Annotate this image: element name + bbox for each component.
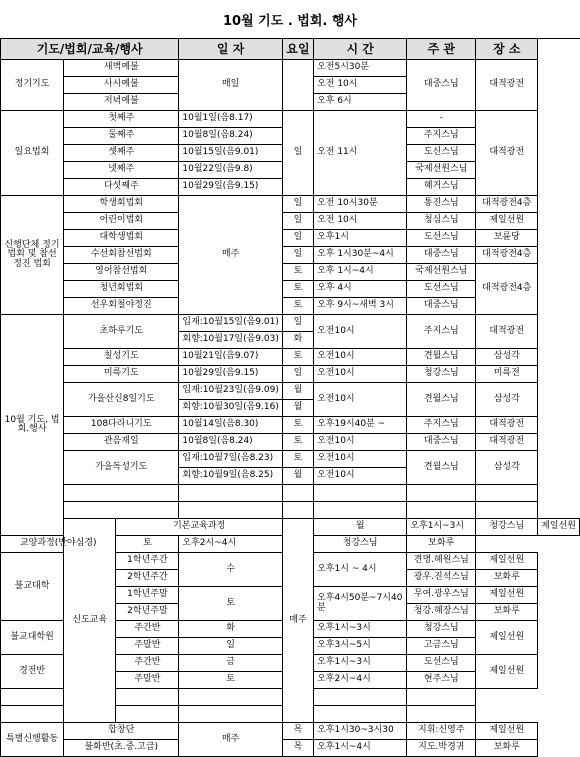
day-cell: 토 bbox=[282, 281, 313, 298]
host-cell: 국제선원스님 bbox=[407, 162, 476, 179]
place-cell: 미륵전 bbox=[476, 366, 538, 383]
date-cell: 회향:10월17일(음9.03) bbox=[179, 332, 282, 349]
item-cell: 수선회참선법회 bbox=[64, 247, 179, 264]
day-cell: 일 bbox=[179, 638, 282, 655]
item-cell: 다섯째주 bbox=[64, 179, 179, 196]
time-cell: 오전 10시 bbox=[314, 213, 407, 230]
item-cell: 1학년주말 bbox=[116, 587, 179, 604]
item-cell: 108다라니기도 bbox=[64, 417, 179, 434]
day-cell: 일 bbox=[282, 247, 313, 264]
host-cell: 현주스님 bbox=[407, 672, 476, 689]
table-row bbox=[1, 247, 580, 264]
table-row bbox=[1, 519, 580, 536]
time-cell: 오후1시~3시 bbox=[314, 621, 407, 638]
place-cell: 제일선원 bbox=[476, 621, 538, 655]
time-cell: 오후4시50분~7시40분 bbox=[314, 587, 407, 621]
table-row bbox=[1, 264, 580, 281]
place-cell: 제일선원 bbox=[476, 655, 538, 689]
day-cell: 토 bbox=[282, 434, 313, 451]
header-category: 기도/법회/교육/행사 bbox=[1, 39, 179, 60]
host-cell: 지도.박경귀 bbox=[407, 740, 476, 757]
day-cell: 토 bbox=[179, 672, 282, 689]
time-cell: 오전10시 bbox=[314, 451, 407, 468]
day-cell: 토 bbox=[179, 587, 282, 621]
host-cell: 도선스님 bbox=[407, 655, 476, 672]
header-place: 장 소 bbox=[476, 39, 538, 60]
day-cell: 목 bbox=[282, 740, 313, 757]
subgroup-label: 불교대학 bbox=[1, 553, 64, 621]
item-cell: 칠성기도 bbox=[64, 349, 179, 366]
day-cell: 토 bbox=[116, 536, 179, 553]
place-cell: 대적광전 bbox=[476, 315, 538, 349]
place-cell: 제일선원 bbox=[476, 213, 538, 230]
table-row bbox=[1, 383, 580, 400]
time-cell: 오후19시40분 ~ bbox=[314, 417, 407, 434]
time-cell: 오전 11시 bbox=[314, 111, 407, 196]
time-cell: 오전10시 bbox=[314, 468, 407, 485]
host-cell: 견월스님 bbox=[407, 383, 476, 417]
item-cell: 주말반 bbox=[116, 672, 179, 689]
date-cell: 10월14일(음8.30) bbox=[179, 417, 282, 434]
place-cell: 대적광전 bbox=[476, 417, 538, 434]
time-cell: 오후 1시30분~4시 bbox=[314, 247, 407, 264]
date-cell: 매주 bbox=[282, 519, 313, 723]
item-cell: 합창단 bbox=[64, 723, 179, 740]
host-cell: 도선스님 bbox=[407, 281, 476, 298]
item-cell: 2학년주말 bbox=[116, 604, 179, 621]
item-cell: 가을산신8일기도 bbox=[64, 383, 179, 417]
item-cell: 미륵기도 bbox=[64, 366, 179, 383]
date-cell: 매일 bbox=[179, 60, 282, 111]
host-cell: 청강스님 bbox=[407, 621, 476, 638]
group-label: 신행단체 정기법회 및 참선정진 법회 bbox=[1, 196, 64, 315]
host-cell: - bbox=[407, 111, 476, 128]
host-cell: 주지스님 bbox=[407, 128, 476, 145]
item-cell: 둘째주 bbox=[64, 128, 179, 145]
place-cell: 대적광전 bbox=[476, 60, 538, 111]
item-cell: 선우회철야정진 bbox=[64, 298, 179, 315]
host-cell: 국제선원스님 bbox=[407, 264, 476, 281]
day-cell: 화 bbox=[282, 332, 313, 349]
host-cell: 무여.광우스님 bbox=[407, 587, 476, 604]
header-time: 시 간 bbox=[314, 39, 407, 60]
item-cell: 주간반 bbox=[116, 621, 179, 638]
place-cell: 삼성각 bbox=[476, 451, 538, 485]
place-cell: 보화루 bbox=[476, 570, 538, 587]
group-label: 신도교육 bbox=[64, 519, 116, 723]
place-cell: 대적광전 bbox=[476, 111, 538, 196]
date-cell: 10월29일(음9.15) bbox=[179, 179, 282, 196]
item-cell: 새벽예불 bbox=[64, 60, 179, 77]
table-row bbox=[1, 502, 580, 519]
day-cell bbox=[282, 60, 313, 111]
day-cell: 금 bbox=[179, 655, 282, 672]
item-cell: 어린이법회 bbox=[64, 213, 179, 230]
date-cell: 10월8일(음8.24) bbox=[179, 128, 282, 145]
host-cell: 견월스님 bbox=[407, 349, 476, 366]
host-cell: 견명.혜원스님 bbox=[407, 553, 476, 570]
item-cell: 주간반 bbox=[116, 655, 179, 672]
day-cell: 토 bbox=[282, 417, 313, 434]
host-cell: 광우.진석스님 bbox=[407, 570, 476, 587]
day-cell: 일 bbox=[282, 196, 313, 213]
day-cell: 수 bbox=[179, 553, 282, 587]
day-cell: 일 bbox=[282, 230, 313, 247]
sheet-title: 10월 기도 . 법회. 행사 bbox=[0, 0, 580, 39]
table-row bbox=[1, 111, 580, 128]
item-cell: 영어참선법회 bbox=[64, 264, 179, 281]
header-row bbox=[1, 39, 580, 60]
day-cell: 화 bbox=[179, 621, 282, 638]
time-cell: 오후1시 ~ 4시 bbox=[314, 553, 407, 587]
place-cell: 대적광전4층 bbox=[476, 247, 538, 264]
time-cell: 오후2시~4시 bbox=[179, 536, 282, 553]
date-cell: 10월29일(음9.15) bbox=[179, 366, 282, 383]
day-cell: 일 bbox=[282, 315, 313, 332]
date-cell: 회향:10월9일(음8.25) bbox=[179, 468, 282, 485]
item-cell: 불화반(초.중.고급) bbox=[64, 740, 179, 757]
place-cell: 제일선원 bbox=[476, 553, 538, 570]
subgroup-label: 경전반 bbox=[1, 655, 64, 689]
table-row bbox=[1, 434, 580, 451]
time-cell: 오후 6시 bbox=[314, 94, 407, 111]
date-cell: 10월22일(음9.8) bbox=[179, 162, 282, 179]
item-cell: 대학생법회 bbox=[64, 230, 179, 247]
group-label: 10월 기도, 법회.행사 bbox=[1, 315, 64, 536]
time-cell: 오후1시~3시 bbox=[314, 655, 407, 672]
item-cell: 첫째주 bbox=[64, 111, 179, 128]
date-cell: 10월8일(음8.24) bbox=[179, 434, 282, 451]
item-cell: 청년회법회 bbox=[64, 281, 179, 298]
time-cell: 오전 10시 bbox=[314, 77, 407, 94]
time-cell: 오후3시~5시 bbox=[314, 638, 407, 655]
day-cell: 월 bbox=[314, 519, 407, 536]
time-cell: 오후1시30~3시30 bbox=[314, 723, 407, 740]
host-cell: 청심스님 bbox=[407, 213, 476, 230]
host-cell: 견월스님 bbox=[407, 451, 476, 485]
date-cell: 10월21일(음9.07) bbox=[179, 349, 282, 366]
item-cell: 초하루기도 bbox=[64, 315, 179, 349]
host-cell: 대중스님 bbox=[407, 60, 476, 111]
place-cell: 대적광전 bbox=[476, 434, 538, 451]
place-cell: 보화루 bbox=[476, 740, 538, 757]
header-date: 일 자 bbox=[179, 39, 282, 60]
day-cell: 월 bbox=[282, 400, 313, 417]
time-cell: 오전10시 bbox=[314, 383, 407, 417]
header-day: 요일 bbox=[282, 39, 313, 60]
day-cell: 토 bbox=[282, 349, 313, 366]
host-cell: 고금스님 bbox=[407, 638, 476, 655]
item-cell: 셋째주 bbox=[64, 145, 179, 162]
group-label: 일요법회 bbox=[1, 111, 64, 196]
host-cell: 도신스님 bbox=[407, 145, 476, 162]
time-cell: 오전10시 bbox=[314, 434, 407, 451]
table-row bbox=[1, 315, 580, 332]
item-cell: 학생회법회 bbox=[64, 196, 179, 213]
host-cell: 지휘:신영주 bbox=[407, 723, 476, 740]
place-cell: 보륜당 bbox=[476, 230, 538, 247]
day-cell: 월 bbox=[282, 468, 313, 485]
group-label: 특별신행활동 bbox=[1, 723, 64, 757]
item-cell: 가을독성기도 bbox=[64, 451, 179, 485]
item-cell: 주말반 bbox=[116, 638, 179, 655]
host-cell: 주지스님 bbox=[407, 417, 476, 434]
time-cell: 오후1시~4시 bbox=[314, 740, 407, 757]
time-cell: 오전10시 bbox=[314, 315, 407, 349]
item-cell: 관음재일 bbox=[64, 434, 179, 451]
date-cell: 매주 bbox=[179, 723, 282, 757]
host-cell: 대중스님 bbox=[407, 247, 476, 264]
table-row bbox=[1, 60, 580, 77]
place-cell: 삼성각 bbox=[476, 349, 538, 366]
table-row bbox=[1, 230, 580, 247]
host-cell: 청강스님 bbox=[476, 519, 538, 536]
time-cell: 오후 9시~새벽 3시 bbox=[314, 298, 407, 315]
table-row bbox=[1, 349, 580, 366]
host-cell: 도선스님 bbox=[407, 230, 476, 247]
host-cell: 대중스님 bbox=[407, 434, 476, 451]
host-cell: 청강.혜장스님 bbox=[407, 604, 476, 621]
host-cell: 혜거스님 bbox=[407, 179, 476, 196]
date-cell: 회향:10월30일(음9.16) bbox=[179, 400, 282, 417]
date-cell: 10월1일(음8.17) bbox=[179, 111, 282, 128]
day-cell: 일 bbox=[282, 366, 313, 383]
place-cell: 제일선원 bbox=[538, 519, 580, 536]
subgroup-label: 불교대학원 bbox=[1, 621, 64, 655]
table-row bbox=[1, 196, 580, 213]
item-cell: 2학년주간 bbox=[116, 570, 179, 587]
day-cell: 토 bbox=[282, 264, 313, 281]
time-cell: 오전10시 bbox=[314, 366, 407, 383]
time-cell: 오후 4시 bbox=[314, 281, 407, 298]
date-cell: 입재:10월7일(음8.23) bbox=[179, 451, 282, 468]
host-cell: 청강스님 bbox=[407, 366, 476, 383]
place-cell: 보화루 bbox=[476, 604, 538, 621]
table-row bbox=[1, 417, 580, 434]
time-cell: 오전 10시30분 bbox=[314, 196, 407, 213]
day-cell: 토 bbox=[282, 451, 313, 468]
table-row bbox=[1, 366, 580, 383]
day-cell: 토 bbox=[282, 298, 313, 315]
place-cell: 삼성각 bbox=[476, 383, 538, 417]
schedule-table bbox=[0, 38, 580, 757]
table-row bbox=[1, 485, 580, 502]
place-cell: 제일선원 bbox=[476, 587, 538, 604]
place-cell: 대적광전4층 bbox=[476, 196, 538, 213]
day-cell: 월 bbox=[282, 383, 313, 400]
item-cell: 넷째주 bbox=[64, 162, 179, 179]
item-cell: 저녁예불 bbox=[64, 94, 179, 111]
place-cell: 제일선원 bbox=[476, 723, 538, 740]
host-cell: 주지스님 bbox=[407, 315, 476, 349]
place-cell: 보화루 bbox=[407, 536, 476, 553]
place-cell: 대적광전4층 bbox=[476, 264, 538, 315]
time-cell: 오전10시 bbox=[314, 349, 407, 366]
day-cell: 일 bbox=[282, 213, 313, 230]
day-cell: 목 bbox=[282, 723, 313, 740]
item-cell: 1학년주간 bbox=[116, 553, 179, 570]
time-cell: 오후2시~4시 bbox=[314, 672, 407, 689]
table-row bbox=[1, 451, 580, 468]
table-row bbox=[1, 740, 580, 757]
date-cell: 입재:10월15일(음9.01) bbox=[179, 315, 282, 332]
time-cell: 오전5시30분 bbox=[314, 60, 407, 77]
time-cell: 오후1시~3시 bbox=[407, 519, 476, 536]
host-cell: 청강스님 bbox=[314, 536, 407, 553]
item-cell: 교양과정(반야심경) bbox=[1, 536, 116, 553]
group-label: 정기기도 bbox=[1, 60, 64, 111]
date-cell: 입재:10월23일(음9.09) bbox=[179, 383, 282, 400]
item-cell: 사시예불 bbox=[64, 77, 179, 94]
header-host: 주 관 bbox=[407, 39, 476, 60]
item-cell: 기본교육과정 bbox=[116, 519, 282, 536]
time-cell: 오후 1시~4시 bbox=[314, 264, 407, 281]
table-row bbox=[1, 213, 580, 230]
table-row bbox=[1, 723, 580, 740]
host-cell: 대중스님 bbox=[407, 298, 476, 315]
date-cell: 10월15일(음9.01) bbox=[179, 145, 282, 162]
time-cell: 오후1시 bbox=[314, 230, 407, 247]
host-cell: 통진스님 bbox=[407, 196, 476, 213]
day-cell: 일 bbox=[282, 111, 313, 196]
date-cell: 매주 bbox=[179, 196, 282, 315]
